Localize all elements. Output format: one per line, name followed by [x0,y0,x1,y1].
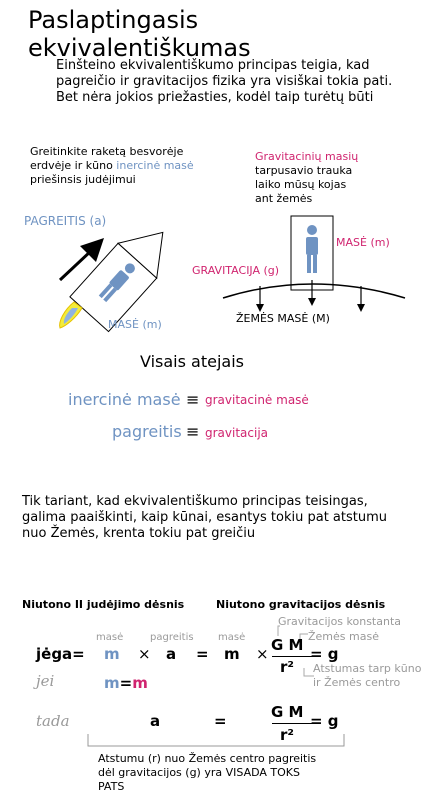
times-symbol: × [138,645,151,663]
bracket [86,732,348,752]
rocket-icon [70,215,182,332]
m-gravitational: m [132,674,148,692]
equals-symbol-2: = [214,712,227,730]
gm-numerator: G M [271,636,304,654]
gm-numerator-2: G M [271,703,304,721]
earth-mass-annotation: Žemės masė [308,630,379,643]
inertial-mass-term: inercinė masė [68,390,181,409]
if-label: jei [36,672,55,690]
inertial-m-symbol: m [104,645,120,663]
gravity-constant-annotation: Gravitacijos konstanta [278,615,402,628]
m-inertial: m [104,674,120,692]
g-result: = g [310,645,339,663]
times-symbol-2: × [256,645,269,663]
gravity-term: gravitacija [205,426,269,440]
equivalence-symbol: ≡ [186,422,200,441]
rocket-mass-label: MASĖ (m) [108,318,162,331]
a-result: a [150,712,161,730]
gravity-label: GRAVITACIJA (g) [192,264,280,277]
acceleration-arrow [60,250,92,280]
equivalence-heading: Visais atejais [140,352,244,371]
gravitational-mass-highlight: Gravitacinių masių [255,150,359,163]
fraction-bar-2 [272,723,312,724]
acceleration-label: PAGREITIS (a) [24,214,107,228]
rocket-caption-post: priešinsis judėjimui [30,173,136,186]
equivalence-symbol: ≡ [186,390,200,409]
earth-mass-label: ŽEMĖS MASĖ (M) [236,312,330,325]
force-label: jėga= [36,645,85,663]
m-equals-m [104,674,148,692]
r-squared-denominator-2: r² [280,726,294,744]
rocket-caption [30,145,210,187]
intro-text: Einšteino ekvivalentiškumo principas teigia, kad pagreičio ir gravitacijos fizika yra visiškai tokia pati. Bet nėra jokios priežasties, kodėl taip turėtų būti [56,58,393,105]
fraction-bar [272,656,312,657]
mass-annotation: masė [96,632,124,643]
rocket-caption-pre: Greitinkite raketą besvorėje erdvėje ir kūno [30,145,184,172]
then-label: tada [36,712,70,730]
gravitational-mass-term: gravitacinė masė [205,393,309,407]
g-result-2: = g [310,712,339,730]
page-title: Paslaptingasis ekvivalentiškumas [28,6,251,62]
earth-caption [255,150,395,206]
a-symbol: a [166,645,177,663]
rocket-flame-icon [60,302,82,328]
mass-annotation-2: masė [218,632,246,643]
newton-gravity-law-heading: Niutono gravitacijos dėsnis [216,598,386,611]
earth-caption-post: tarpusavio trauka laiko mūsų kojas ant žemės [255,164,353,205]
gravitational-m-symbol: m [224,645,240,663]
statement-text: Tik tariant, kad ekvivalentiškumo principas teisingas, galima paaiškinti, kaip kūnai, esantys tokiu pat atstumu nuo Žemės, krenta tokiu pat greičiu [22,494,387,541]
equals-symbol: = [196,645,209,663]
m-equals: = [119,674,133,692]
acceleration-term: pagreitis [112,422,182,441]
r-squared-denominator: r² [280,658,294,676]
newton-second-law-heading: Niutono II judėjimo dėsnis [22,598,185,611]
inertial-mass-highlight: inercinė masė [116,159,194,172]
acceleration-annotation: pagreitis [150,632,194,643]
earth-mass-label-m: MASĖ (m) [336,236,390,249]
conclusion-text: Atstumu (r) nuo Žemės centro pagreitis dėl gravitacijos (g) yra VISADA TOKS PATS [98,752,317,793]
distance-annotation: Atstumas tarp kūno ir Žemės centro [313,662,422,689]
